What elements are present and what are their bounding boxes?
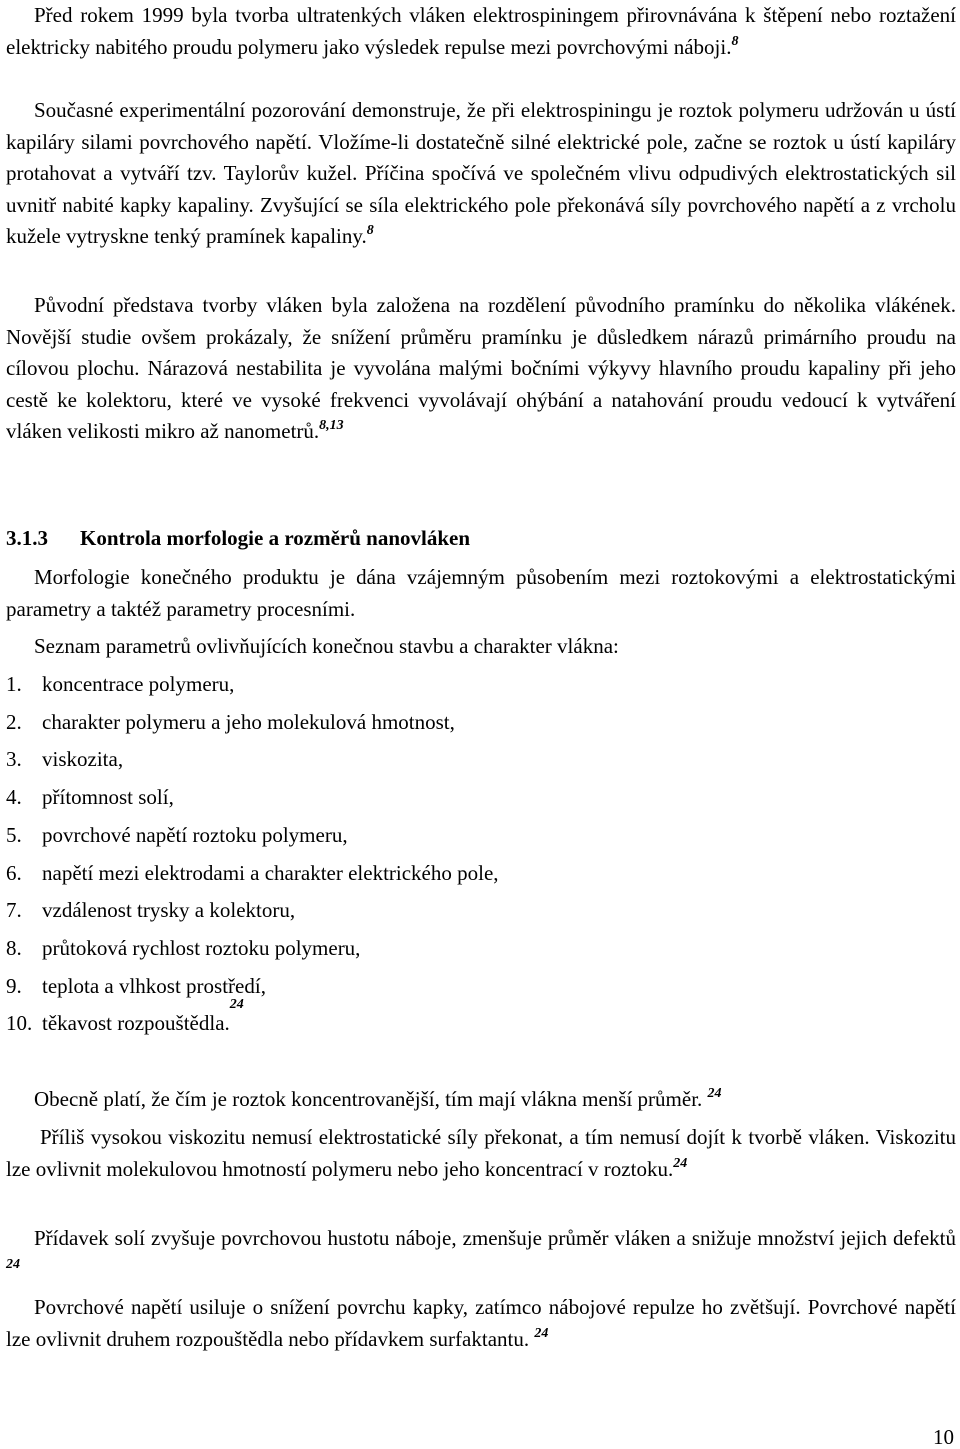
list-item: 9. teplota a vlhkost prostředí, bbox=[6, 973, 266, 998]
parameter-list bbox=[6, 666, 956, 1043]
paragraph-morphology: Morfologie konečného produktu je dána vzájemným působením mezi roztokovými a elektrostatickými parametry a taktéž parametry procesními. bbox=[6, 565, 956, 621]
list-item: 6. napětí mezi elektrodami a charakter elektrického pole, bbox=[6, 860, 499, 885]
citation-ref: 24 bbox=[6, 1256, 20, 1272]
paragraph-fiber-formation: Původní představa tvorby vláken byla založena na rozdělení původního pramínku do několika vlákének. Novější studie ovšem prokázaly, že snížení průměru pramínku je důsledkem nárazů primárního proudu na cílovou plochu. Nárazová nestabilita je vyvolána malými bočními výkyvy hlavního proudu kapaliny při jeho cestě ke kolektoru, které ve vysoké frekvenci vyvolávají ohýbání a natahování proudu vedoucí k vytváření vláken velikosti mikro až nanometrů.$^{8,13}$ bbox=[6, 293, 956, 443]
citation-ref: 8,13 bbox=[319, 418, 344, 433]
citation-ref: 8 bbox=[366, 223, 374, 238]
list-item: 4. přítomnost solí, bbox=[6, 785, 174, 810]
paragraph-surface-tension: Povrchové napětí usiluje o snížení povrchu kapky, zatímco nábojové repulze ho zvětšují. Povrchové napětí lze ovlivnit druhem rozpouštědla nebo přídavkem surfaktantu. $^{24}$ bbox=[6, 1295, 956, 1351]
paragraph-history: Před rokem 1999 byla tvorba ultratenkých vláken elektrospiningem přirovnávána k štěpení nebo roztažení elektricky nabitého proudu polymeru jako výsledek repulse mezi povrchovými náboji.$^8$ bbox=[6, 3, 956, 59]
section-title: Kontrola morfologie a rozměrů nanovláken bbox=[80, 526, 471, 550]
citation-ref: 24 bbox=[534, 1325, 549, 1341]
list-item: 7. vzdálenost trysky a kolektoru, bbox=[6, 898, 296, 923]
section-number: 3.1.3 bbox=[6, 526, 48, 550]
paragraph-salts: Přídavek solí zvyšuje povrchovou hustotu náboje, zmenšuje průměr vláken a snižuje množství jejich defektů $^{24}$ bbox=[6, 1226, 956, 1272]
list-item: 1. koncentrace polymeru, bbox=[6, 672, 235, 696]
citation-ref: 24 bbox=[673, 1155, 688, 1171]
page-number: 10 bbox=[933, 1425, 954, 1449]
citation-ref: 24 bbox=[229, 997, 244, 1013]
list-item: 8. průtoková rychlost roztoku polymeru, bbox=[6, 935, 361, 960]
list-item: 2. charakter polymeru a jeho molekulová hmotnost, bbox=[6, 709, 455, 734]
paragraph-concentration: Obecně platí, že čím je roztok koncentrovanější, tím mají vlákna menší průměr. $^{24}$ bbox=[34, 1086, 722, 1111]
citation-ref: 24 bbox=[707, 1086, 722, 1101]
paragraph-list-intro: Seznam parametrů ovlivňujících konečnou stavbu a charakter vlákna: bbox=[34, 634, 619, 658]
list-item: 3. viskozita, bbox=[6, 747, 124, 772]
paragraph-taylor-cone: Současné experimentální pozorování demonstruje, že při elektrospiningu je roztok polymeru udržován u ústí kapiláry silami povrchového napětí. Vložíme-li dostatečně silné elektrické pole, začne se roztok u ústí kapiláry protahovat a vytváří tzv. Taylorův kužel. Příčina spočívá ve společném vlivu odpudivých elektrostatických sil uvnitř nabité kapky kapaliny. Zvyšující se síla elektrického pole překonává síly povrchového napětí a z vrcholu kužele vytryskne tenký pramínek kapaliny.$^8$ bbox=[6, 98, 956, 248]
list-item: 10. těkavost rozpouštědla. 24 bbox=[6, 1005, 956, 1043]
paragraph-viscosity: Příliš vysokou viskozitu nemusí elektrostatické síly překonat, a tím nemusí dojít k tvorbě vláken. Viskozitu lze ovlivnit molekulovou hmotností polymeru nebo jeho koncentrací v roztoku.$^{24}$ bbox=[6, 1125, 956, 1181]
citation-ref: 8 bbox=[731, 33, 739, 49]
section-heading bbox=[6, 523, 956, 555]
list-item: 5. povrchové napětí roztoku polymeru, bbox=[6, 822, 348, 847]
